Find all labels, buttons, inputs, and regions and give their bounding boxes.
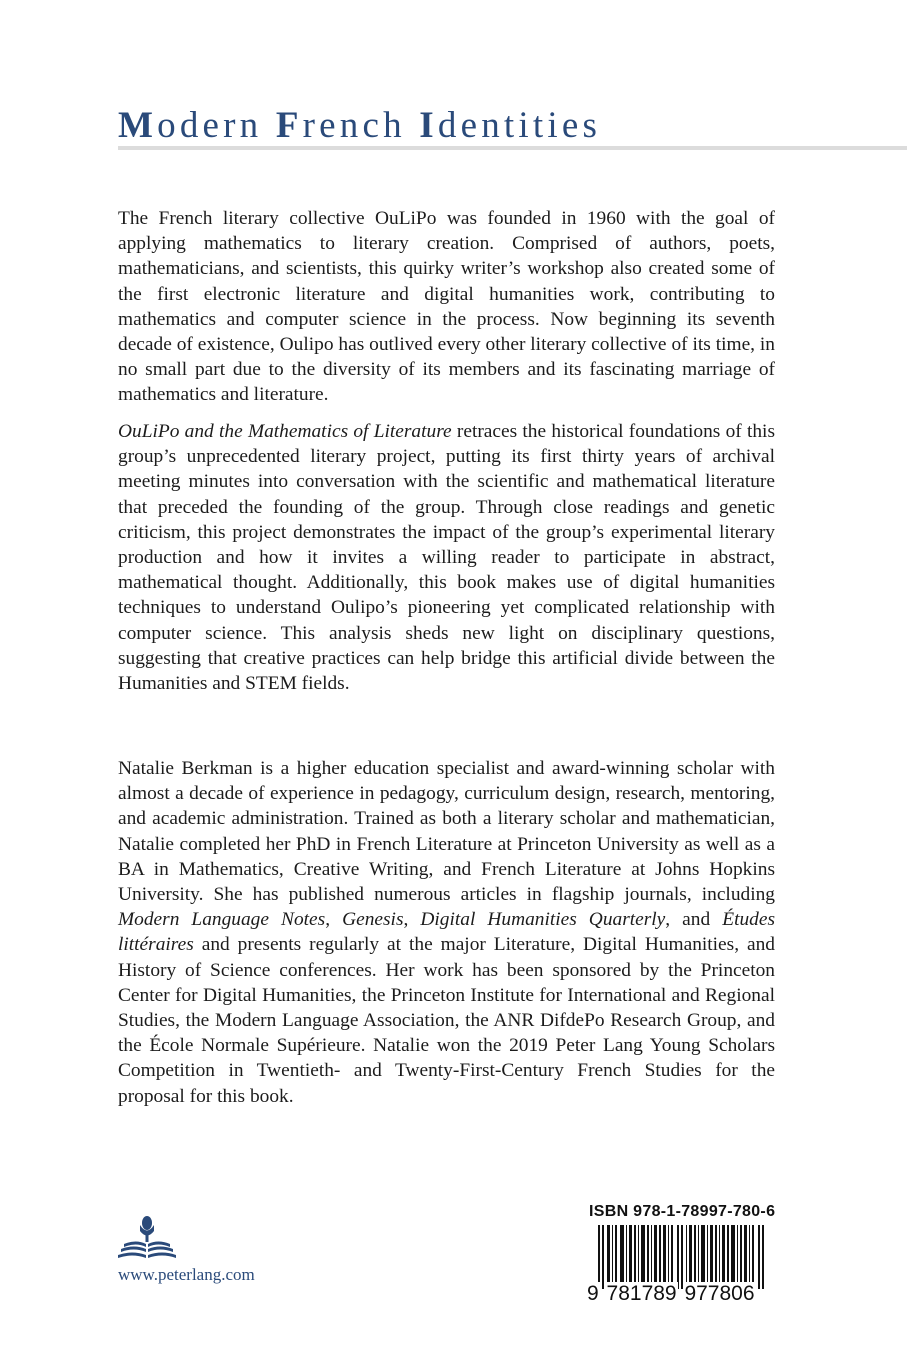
series-title-cap-1: M bbox=[118, 105, 158, 146]
publisher-website: www.peterlang.com bbox=[118, 1265, 255, 1284]
series-title-cap-2: F bbox=[275, 105, 303, 146]
journal-2: Genesis bbox=[342, 909, 404, 931]
series-title-cap-3: I bbox=[419, 105, 438, 146]
series-title-rest-1: odern bbox=[157, 105, 276, 146]
journal-4: Études littéraires bbox=[118, 909, 775, 956]
bio-text-2: , bbox=[325, 909, 343, 931]
series-title-rest-3: dentities bbox=[437, 105, 602, 146]
title-rule bbox=[118, 146, 907, 150]
bio-text-4: , and bbox=[665, 909, 723, 931]
barcode-group-1: 781789 bbox=[606, 1282, 677, 1305]
barcode-digits bbox=[586, 1282, 756, 1306]
blurb-paragraph-1: The French literary collective OuLiPo was founded in 1960 with the goal of applying mathematics to literary creation. Comprised of authors, poets, mathematicians, and scientists, this quirky writer’s workshop also created some of the first electronic literature and digital humanities work, contributing to mathematics and computer science in the process. Now beginning its seventh decade of existence, Oulipo has outlived every other literary collective of its time, in no small part due to the diversity of its members and its fascinating marriage of mathematics and literature. bbox=[118, 208, 775, 406]
journal-1: Modern Language Notes bbox=[118, 909, 326, 931]
isbn-barcode bbox=[585, 1225, 775, 1289]
blurb-paragraph-2 bbox=[118, 419, 775, 696]
barcode-group-2: 977806 bbox=[684, 1282, 755, 1305]
barcode-first-digit: 9 bbox=[587, 1282, 599, 1305]
book-title: OuLiPo and the Mathematics of Literature bbox=[118, 421, 452, 442]
series-title-rest-2: rench bbox=[302, 105, 420, 146]
series-title bbox=[118, 104, 601, 147]
bio-text-5: and presents regularly at the major Literature, Digital Humanities, and History of Science conferences. Her work has been sponsored by the Princeton Center for Digital Humanities, the Princeton Institute for International and Regional Studies, the Modern Language Association, the ANR DifdePo Research Group, and the École Normale Supérieure. Natalie won the 2019 Peter Lang Young Scholars Competition in Twentieth- and Twenty-First-Century French Studies for the proposal for this book. bbox=[118, 934, 775, 1107]
author-bio bbox=[118, 756, 775, 1109]
isbn-label: ISBN 978-1-78997-780-6 bbox=[589, 1203, 776, 1220]
blurb-paragraph-2-text: retraces the historical foundations of this group’s unprecedented literary project, putting its first thirty years of archival meeting minutes into conversation with the scientific and mathematical literature that preceded the founding of the group. Through close readings and genetic criticism, this project demonstrates the impact of the group’s experimental literary production and how it invites a willing reader to participate in abstract, mathematical thought. Additionally, this book makes use of digital humanities techniques to understand Oulipo’s pioneering yet complicated relationship with computer science. This analysis sheds new light on disciplinary questions, suggesting that creative practices can help bridge this artificial divide between the Humanities and STEM fields. bbox=[118, 421, 775, 695]
bio-text-1: Natalie Berkman is a higher education specialist and award-winning scholar with almost a decade of experience in pedagogy, curriculum design, research, mentoring, and academic administration. Trained as both a literary scholar and mathematician, Natalie completed her PhD in French Literature at Princeton University as well as a BA in Mathematics, Creative Writing, and French Literature at Johns Hopkins University. She has published numerous articles in flagship journals, including bbox=[118, 758, 775, 906]
bio-text-3: , bbox=[403, 909, 421, 931]
journal-3: Digital Humanities Quarterly bbox=[420, 909, 666, 931]
peter-lang-logo-icon bbox=[118, 1214, 176, 1262]
